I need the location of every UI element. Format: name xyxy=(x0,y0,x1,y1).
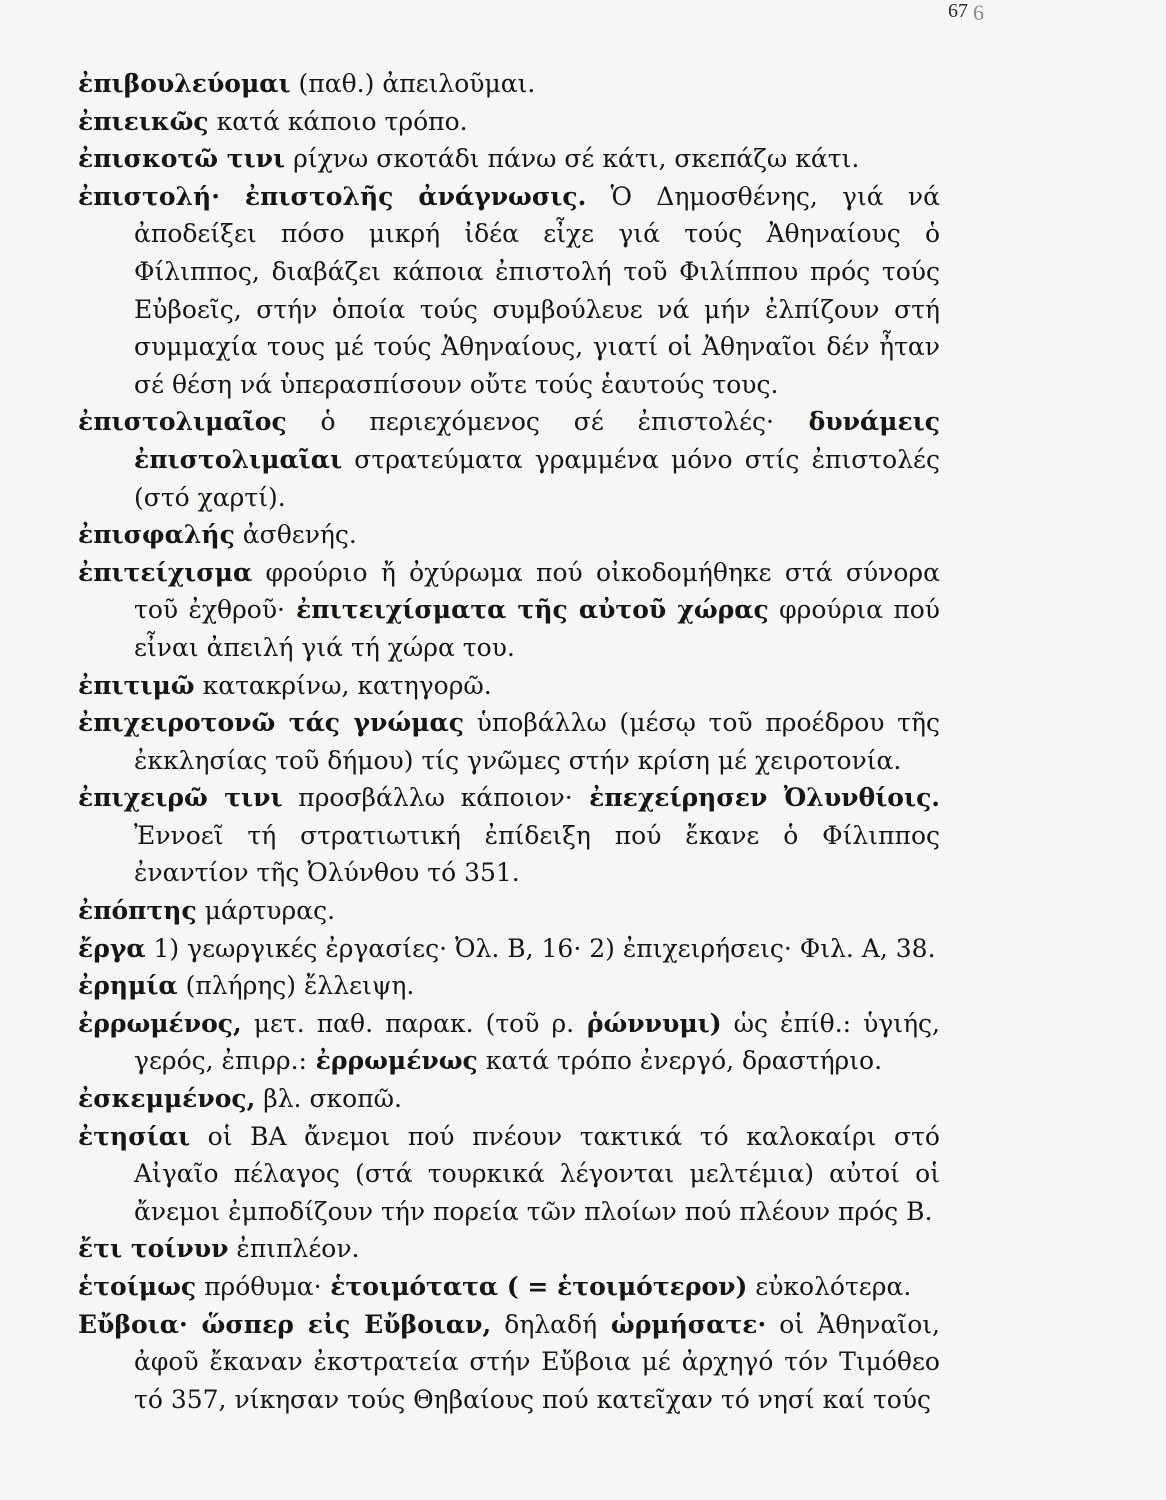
entry-definition: ὁ περιεχόμενος σέ ἐπιστολές· xyxy=(286,407,774,437)
entry-headword: ἔτι τοίνυν xyxy=(78,1234,229,1264)
glossary-entry xyxy=(78,554,940,667)
entry-subdefinition: Ἐννοεῖ τή στρατιωτική ἐπίδειξη πού ἔκανε ὁ Φίλιππος ἐναντίον τῆς Ὀλύνθου τό 351. xyxy=(134,820,940,888)
glossary-entry xyxy=(78,667,940,705)
glossary-entry xyxy=(78,1118,940,1231)
entry-headword: ἐρημία xyxy=(78,971,178,1001)
glossary-entry xyxy=(78,1005,940,1080)
glossary-entry xyxy=(78,1306,940,1419)
entry-headword: ἐτησίαι xyxy=(78,1121,191,1151)
entry-definition: οἱ ΒΑ ἄνεμοι πού πνέουν τακτικά τό καλοκαίρι στό Αἰγαῖο πέλαγος (στά τουρκικά λέγονται μελτέμια) αὐτοί οἱ ἄνεμοι ἐμποδίζουν τήν πορεία τῶν πλοίων πού πλέουν πρός Β. xyxy=(134,1121,940,1226)
entry-subheadword: ῥώννυμι) xyxy=(574,1008,722,1038)
entry-definition: φρούριο ἤ ὀχύρωμα πού οἰκοδομήθηκε στά σύνορα τοῦ ἐχθροῦ· xyxy=(134,557,940,625)
entry-headword: ἐπισφαλής xyxy=(78,520,235,550)
entry-definition: 1) γεωργικές ἐργασίες· Ὀλ. Β, 16· 2) ἐπιχειρήσεις· Φιλ. Α, 38. xyxy=(145,933,936,963)
entry-adverb-headword: ἐρρωμένως xyxy=(306,1046,478,1076)
glossary-entry xyxy=(78,1080,940,1118)
entry-headword: ἐσκεμμένος, xyxy=(78,1084,256,1114)
entry-subdefinition: ὡς ἐπίθ.: ὑγιής, γερός, ἐπιρρ.: xyxy=(134,1008,940,1076)
entry-headword: ἐπιβουλεύομαι xyxy=(78,69,291,98)
entry-definition: ἀσθενής. xyxy=(234,520,357,550)
glossary-entry xyxy=(78,1268,940,1306)
entry-definition: (πλήρης) ἔλλειψη. xyxy=(177,971,415,1001)
entry-definition: μετ. παθ. παρακ. (τοῦ ρ. xyxy=(241,1008,575,1038)
entry-subheadword: ἐπεχείρησεν Ὀλυνθίοις. xyxy=(572,783,940,813)
glossary-entry xyxy=(78,930,940,968)
glossary-entry xyxy=(78,140,940,178)
entry-definition: πρόθυμα· xyxy=(196,1272,322,1301)
entry-definition: δηλαδή xyxy=(491,1309,598,1339)
entry-headword: ἐπιστολή· ἐπιστολῆς ἀνάγνωσις. xyxy=(78,181,587,211)
entry-subheadword: ἑτοιμότατα ( = ἑτοιμότερον) xyxy=(321,1272,748,1301)
entry-subheadword: ἐπιτειχίσματα τῆς αὐτοῦ χώρας xyxy=(284,595,769,625)
glossary-entry xyxy=(78,65,940,103)
entry-headword: ἐπισκοτῶ τινι xyxy=(78,144,286,174)
glossary-entry xyxy=(78,1230,940,1268)
glossary-entry xyxy=(78,178,940,404)
entry-definition: κατακρίνω, κατηγορῶ. xyxy=(194,670,492,700)
entry-definition: προσβάλλω κάποιον· xyxy=(282,783,573,813)
entry-adverb-definition: κατά τρόπο ἐνεργό, δραστήριο. xyxy=(477,1046,883,1076)
entry-headword: Εὔβοια· ὥσπερ εἰς Εὔβοιαν, xyxy=(78,1309,492,1339)
entry-subheadword: ὡρμήσατε· xyxy=(597,1309,767,1339)
entry-headword: ἑτοίμως xyxy=(78,1272,197,1301)
entry-headword: ἐπόπτης xyxy=(78,896,197,926)
entry-definition: ἐπιπλέον. xyxy=(228,1234,360,1264)
entry-headword: ἐπιτείχισμα xyxy=(78,557,253,587)
entry-subdefinition: φρούρια πού εἶναι ἀπειλή γιά τή χώρα του. xyxy=(134,595,941,662)
entry-subdefinition: στρατεύματα γραμμένα μόνο στίς ἐπιστολές (στό χαρτί). xyxy=(134,444,940,512)
entry-subdefinition: οἱ Ἀθηναῖοι, ἀφοῦ ἔκαναν ἐκστρατεία στήν Εὔβοια μέ ἀρχηγό τόν Τιμόθεο τό 357, νίκησαν τούς Θηβαίους πού κατεῖχαν τό νησί καί τούς xyxy=(134,1309,940,1414)
entry-headword: ἔργα xyxy=(78,933,146,963)
entry-definition: κατά κάποιο τρόπο. xyxy=(208,106,468,136)
entry-definition: ὑποβάλλω (μέσῳ τοῦ προέδρου τῆς ἐκκλησίας τοῦ δήμου) τίς γνῶμες στήν κρίση μέ χειροτονία. xyxy=(134,708,940,775)
glossary-entry xyxy=(78,779,940,892)
glossary-entry xyxy=(78,967,940,1005)
glossary-entry xyxy=(78,892,940,930)
glossary-entry xyxy=(78,516,940,554)
page-number: 67 xyxy=(948,0,968,22)
entry-definition: βλ. σκοπῶ. xyxy=(255,1084,402,1114)
entry-subdefinition: εὐκολότερα. xyxy=(747,1272,912,1301)
glossary-list xyxy=(78,65,940,1418)
entry-headword: ἐπιστολιμαῖος xyxy=(78,407,287,437)
glossary-entry xyxy=(78,103,940,141)
entry-headword: ἐπιχειροτονῶ τάς γνώμας xyxy=(78,708,464,738)
entry-definition: ρίχνω σκοτάδι πάνω σέ κάτι, σκεπάζω κάτι. xyxy=(285,144,860,174)
corner-mark: 6 xyxy=(973,0,984,25)
entry-headword: ἐρρωμένος, xyxy=(78,1008,242,1038)
entry-subheadword: δυνάμεις ἐπιστολιμαῖαι xyxy=(134,407,940,474)
entry-definition: (παθ.) ἀπειλοῦμαι. xyxy=(290,69,536,98)
glossary-entry xyxy=(78,403,940,516)
entry-definition: μάρτυρας. xyxy=(196,896,336,926)
entry-headword: ἐπιχειρῶ τινι xyxy=(78,783,283,813)
entry-headword: ἐπιεικῶς xyxy=(78,106,209,136)
entry-headword: ἐπιτιμῶ xyxy=(78,670,195,700)
glossary-entry xyxy=(78,704,940,779)
entry-definition: Ὁ Δημοσθένης, γιά νά ἀποδείξει πόσο μικρή ἰδέα εἶχε γιά τούς Ἀθηναίους ὁ Φίλιππος, διαβάζει κάποια ἐπιστολή τοῦ Φιλίππου πρός τούς Εὐβοεῖς, στήν ὁποία τούς συμβούλευε νά μήν ἐλπίζουν στή συμμαχία τους μέ τούς Ἀθηναίους, γιατί οἱ Ἀθηναῖοι δέν ἦταν σέ θέση νά ὑπερασπίσουν οὔτε τούς ἑαυτούς τους. xyxy=(134,181,940,399)
